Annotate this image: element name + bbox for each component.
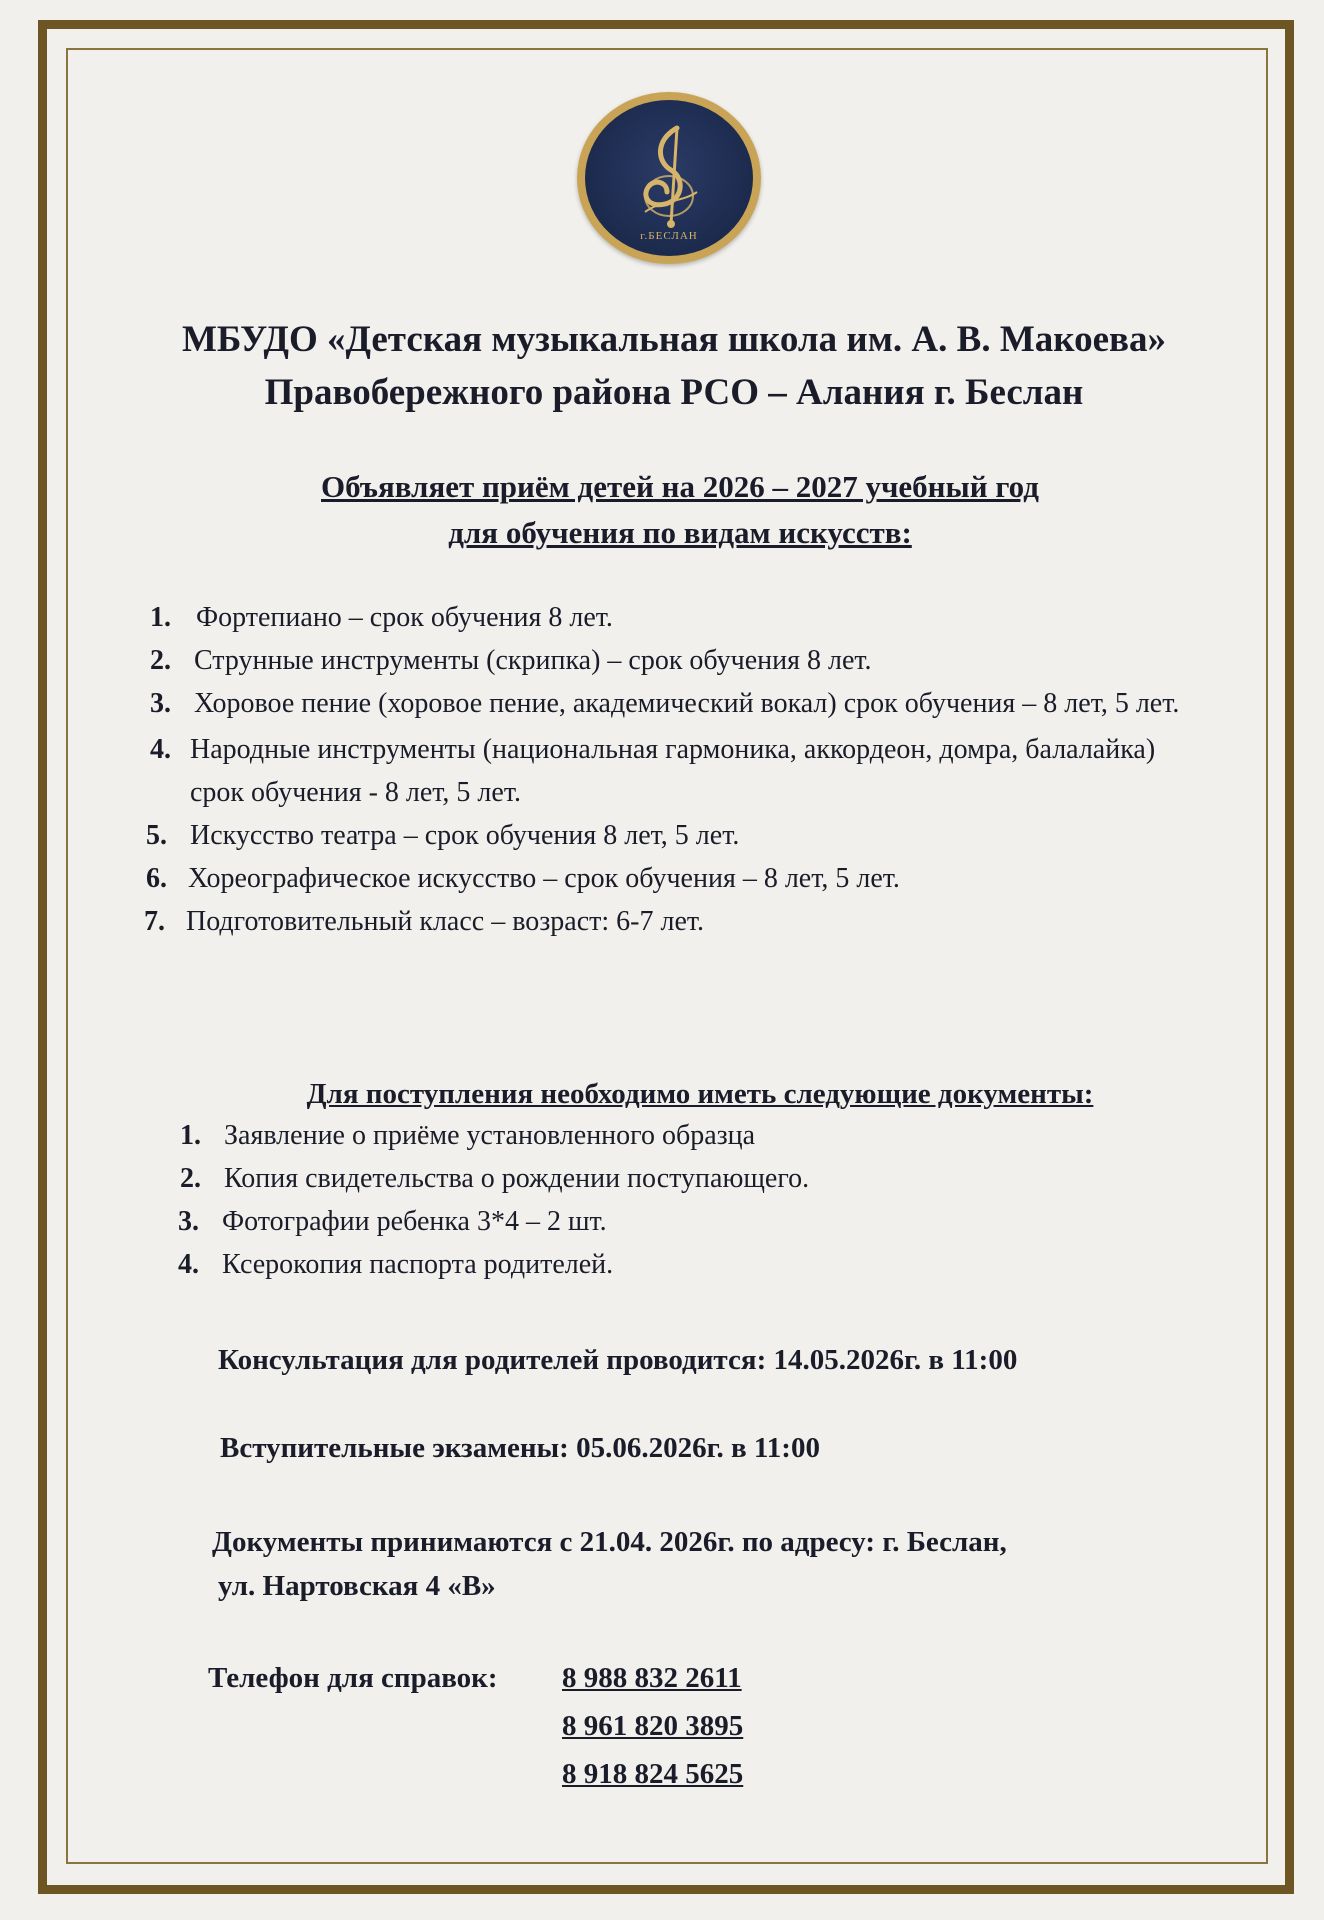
phone-number-1[interactable]: 8 988 832 2611: [562, 1662, 742, 1694]
document-number: 1.: [180, 1120, 201, 1151]
programs-list: [144, 596, 1260, 943]
program-item: [146, 857, 1260, 900]
program-item: [144, 900, 1260, 943]
document-text: Фотографии ребенка 3*4 – 2 шт.: [222, 1206, 607, 1237]
document-item: [180, 1243, 1180, 1286]
program-text: Подготовительный класс – возраст: 6-7 лет.: [186, 906, 705, 937]
program-item: [150, 639, 1260, 682]
announcement-line-2: для обучения по видам искусств:: [448, 515, 912, 550]
consultation-info: Консультация для родителей проводится: 14.05.2026г. в 11:00: [218, 1344, 1018, 1376]
program-text: Струнные инструменты (скрипка) – срок обучения 8 лет.: [194, 645, 872, 676]
documents-heading: Для поступления необходимо иметь следующие документы:: [306, 1078, 1094, 1110]
program-number: 1.: [150, 602, 171, 633]
document-number: 4.: [178, 1249, 199, 1280]
school-emblem: [577, 92, 761, 264]
program-number: 6.: [146, 863, 167, 894]
program-text: Хоровое пение (хоровое пение, академический вокал) срок обучения – 8 лет, 5 лет.: [194, 688, 1180, 719]
document-item: [180, 1200, 1180, 1243]
phone-label: Телефон для справок:: [208, 1662, 498, 1694]
document-text: Ксерокопия паспорта родителей.: [222, 1249, 614, 1280]
program-number: 3.: [150, 688, 171, 719]
address-line-1: Документы принимаются с 21.04. 2026г. по адресу: г. Беслан,: [212, 1526, 1007, 1558]
school-name: МБУДО «Детская музыкальная школа им. А. В. Макоева»: [181, 319, 1166, 360]
program-text: Хореографическое искусство – срок обучения – 8 лет, 5 лет.: [188, 863, 900, 894]
document-item: [180, 1157, 1180, 1200]
school-location: Правобережного района РСО – Алания г. Беслан: [264, 372, 1084, 413]
document-text: Заявление о приёме установленного образца: [224, 1120, 756, 1151]
document-number: 2.: [180, 1163, 201, 1194]
program-number: 5.: [146, 820, 167, 851]
announcement-line-1: Объявляет приём детей на 2026 – 2027 учебный год: [321, 469, 1039, 504]
emblem-city-label: г.БЕСЛАН: [640, 230, 698, 242]
document-number: 3.: [178, 1206, 199, 1237]
document-text: Копия свидетельства о рождении поступающего.: [224, 1163, 810, 1194]
program-text: Фортепиано – срок обучения 8 лет.: [196, 602, 613, 633]
documents-list: [180, 1114, 1180, 1286]
address-line-2: ул. Нартовская 4 «В»: [218, 1570, 496, 1602]
program-number: 4.: [150, 734, 171, 765]
program-item: [150, 728, 1190, 814]
document-item: [180, 1114, 1180, 1157]
program-text: Народные инструменты (национальная гармоника, аккордеон, домра, балалайка) срок обучения - 8 лет, 5 лет.: [190, 734, 1156, 808]
phone-number-3[interactable]: 8 918 824 5625: [562, 1758, 744, 1790]
phone-number-2[interactable]: 8 961 820 3895: [562, 1710, 744, 1742]
program-item: [150, 682, 1254, 725]
program-item: [150, 596, 1260, 639]
entrance-exams-info: Вступительные экзамены: 05.06.2026г. в 11:00: [220, 1432, 820, 1464]
program-text: Искусство театра – срок обучения 8 лет, 5 лет.: [190, 820, 740, 851]
program-item: [146, 814, 1260, 857]
program-number: 7.: [144, 906, 165, 937]
program-number: 2.: [150, 645, 171, 676]
